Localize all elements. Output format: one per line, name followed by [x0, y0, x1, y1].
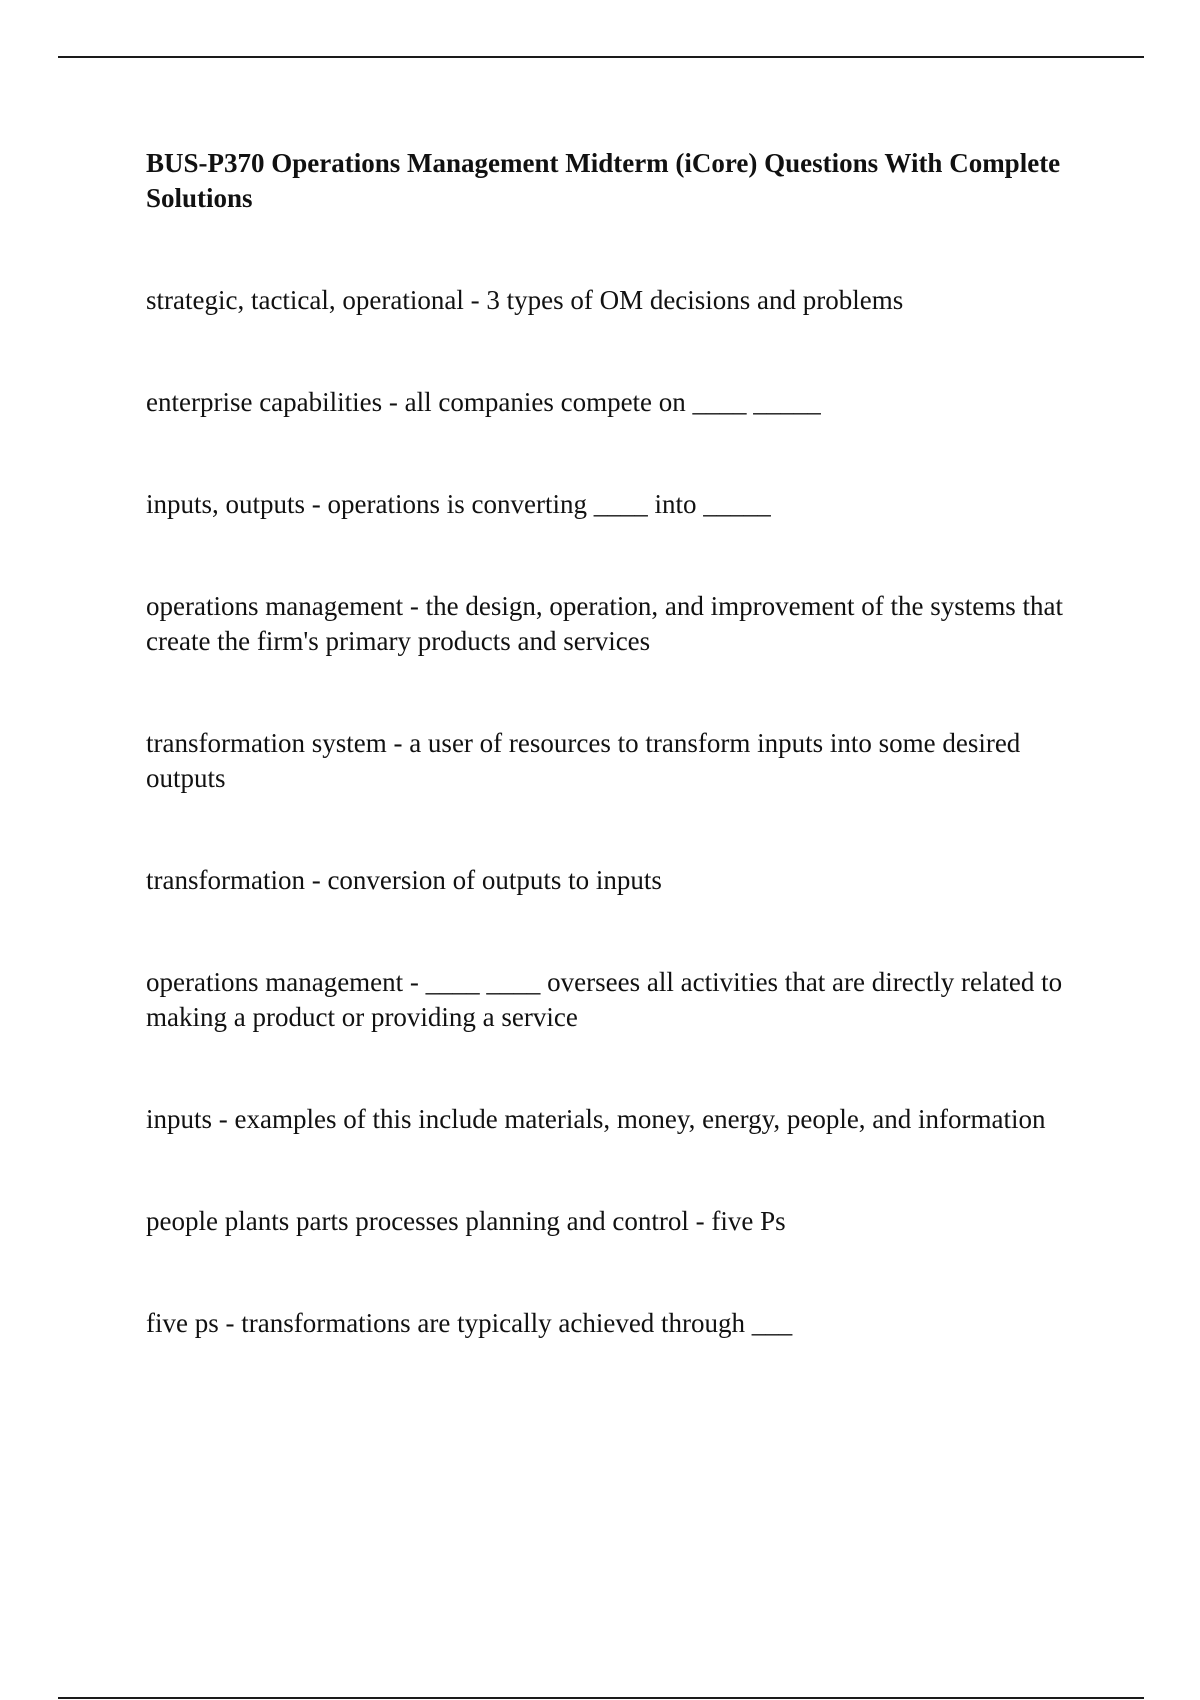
- flashcard-entry: inputs, outputs - operations is converting ____ into _____: [146, 489, 771, 519]
- flashcard-entry: transformation - conversion of outputs to inputs: [146, 865, 662, 895]
- document-body: [146, 146, 1086, 1408]
- flashcard-entry: inputs - examples of this include materials, money, energy, people, and information: [146, 1104, 1046, 1134]
- top-rule: [58, 56, 1144, 58]
- document-title: BUS-P370 Operations Management Midterm (iCore) Questions With Complete Solutions: [146, 148, 1061, 213]
- flashcard-entry: five ps - transformations are typically achieved through ___: [146, 1308, 793, 1338]
- bottom-rule: [58, 1697, 1144, 1699]
- flashcard-entry: operations management - the design, operation, and improvement of the systems that create the firm's primary products and services: [146, 591, 1064, 656]
- flashcard-entry: operations management - ____ ____ oversees all activities that are directly related to making a product or providing a service: [146, 967, 1063, 1032]
- flashcard-entry: people plants parts processes planning and control - five Ps: [146, 1206, 786, 1236]
- flashcard-entry: transformation system - a user of resources to transform inputs into some desired outputs: [146, 728, 1021, 793]
- flashcard-entry: strategic, tactical, operational - 3 types of OM decisions and problems: [146, 285, 904, 315]
- flashcard-entry: enterprise capabilities - all companies compete on ____ _____: [146, 387, 821, 417]
